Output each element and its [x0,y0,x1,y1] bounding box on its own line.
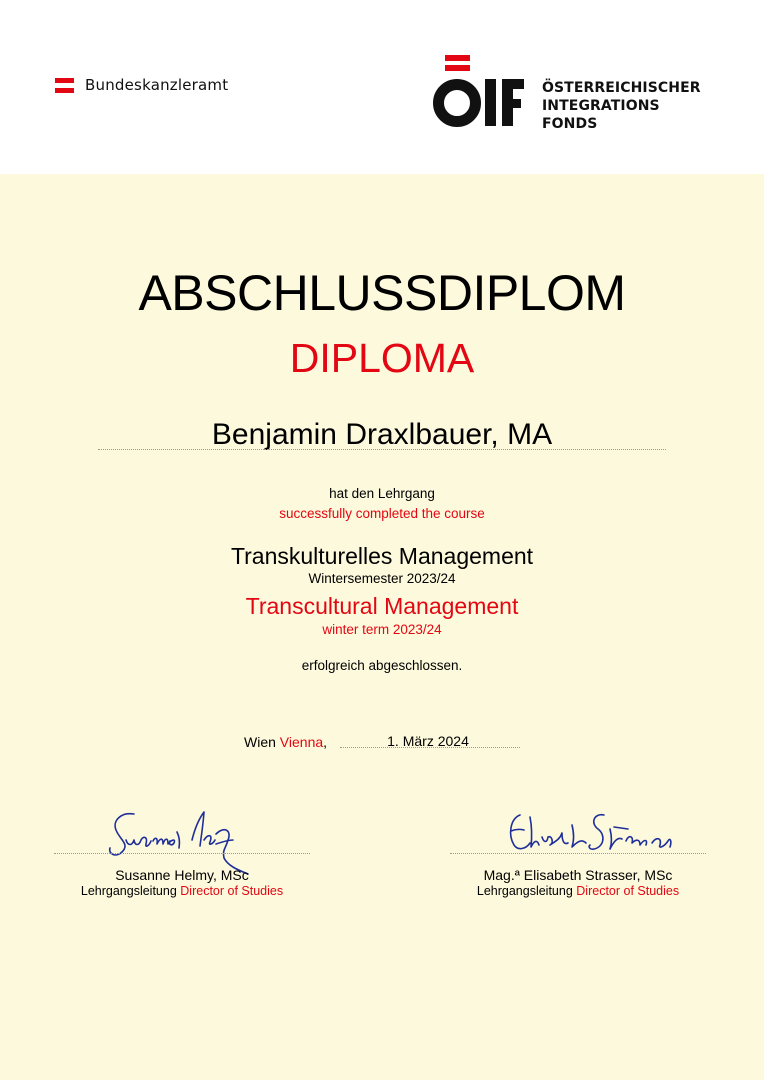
issue-date: 1. März 2024 [387,733,469,749]
signatory-left-name: Susanne Helmy, MSc [115,867,249,883]
header [0,0,764,174]
signature-left-line [54,853,310,854]
oif-logo-mark-icon [432,52,528,130]
oif-wordmark-line: INTEGRATIONS [542,98,660,114]
diploma-title-en: DIPLOMA [289,335,475,381]
austrian-flag-icon [55,78,74,93]
term-en: winter term 2023/24 [322,622,442,637]
place-en: Vienna [279,734,324,750]
completed-text-en: successfully completed the course [279,506,485,521]
signatory-right-role-de: Lehrgangsleitung [476,884,573,898]
oif-wordmark [542,79,701,133]
signature-right-image [500,805,680,860]
signatory-left-role [54,884,310,898]
signatory-left-role-en: Director of Studies [180,884,284,898]
signatory-right-role [450,884,706,898]
course-name-de: Transkulturelles Management [230,543,534,569]
recipient-name: Benjamin Draxlbauer, MA [211,418,553,451]
oif-logo [432,52,701,133]
completed-text-de: hat den Lehrgang [329,486,435,501]
closing-text: erfolgreich abgeschlossen. [301,658,463,673]
recipient-dotted-line [98,449,666,450]
diploma-title-de: ABSCHLUSSDIPLOM [138,265,626,321]
signatory-right-name: Mag.ª Elisabeth Strasser, MSc [483,867,673,883]
bundeskanzleramt-logo [55,76,228,94]
place-de: Wien [244,734,276,750]
oif-wordmark-line: ÖSTERREICHISCHER [542,80,701,96]
date-dotted-line [340,747,520,748]
signature-right-line [450,853,706,854]
signatory-left-role-de: Lehrgangsleitung [80,884,177,898]
oif-wordmark-line: FONDS [542,116,598,132]
ministry-name: Bundeskanzleramt [85,76,229,94]
place-line [244,734,327,750]
place-separator: , [323,734,328,750]
signatory-right-role-en: Director of Studies [576,884,680,898]
course-name-en: Transcultural Management [245,593,519,619]
term-de: Wintersemester 2023/24 [308,571,456,586]
